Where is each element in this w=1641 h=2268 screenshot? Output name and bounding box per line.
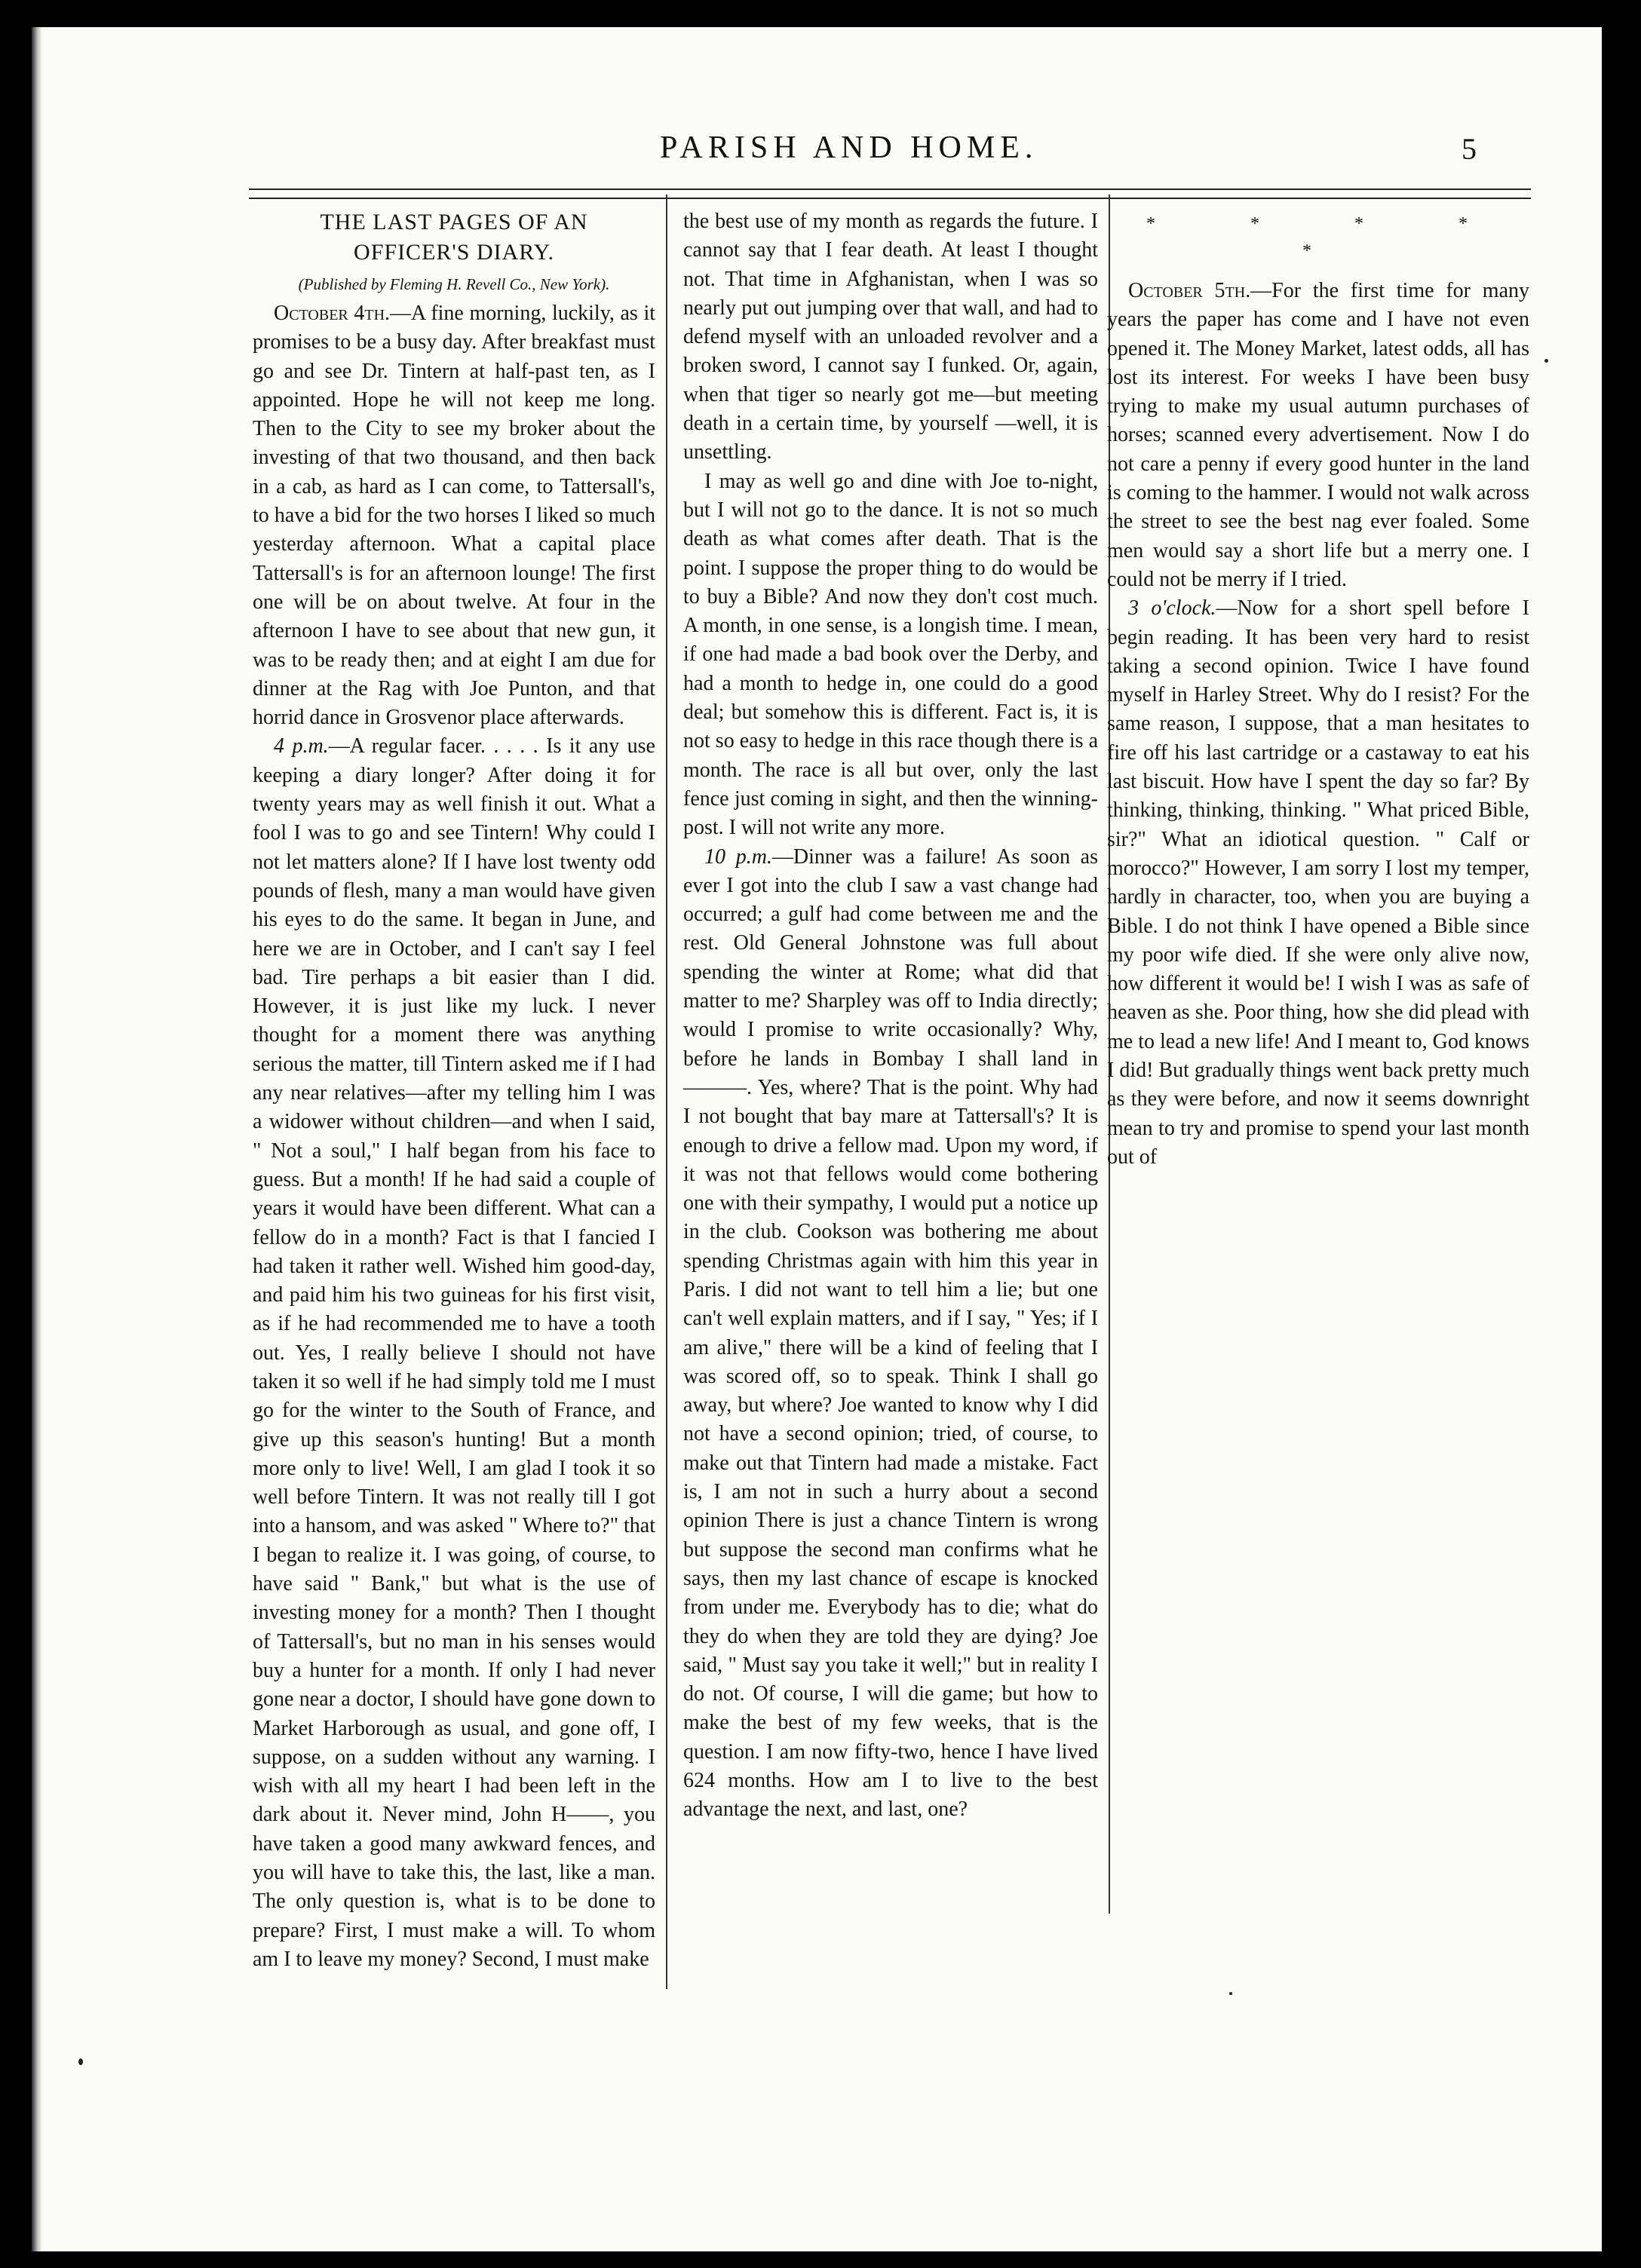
article-title-line2: OFFICER'S DIARY. (354, 240, 554, 265)
article-title-line1: THE LAST PAGES OF AN (320, 210, 588, 234)
article-title (253, 207, 655, 268)
diary-entry-oct4 (253, 299, 655, 732)
column-2 (683, 207, 1098, 1825)
entry-text: —A fine morning, luckily, as it promises to be a busy day. After breakfast must go and see Dr. Tintern at half-past ten, as I appointed. Hope he will not keep me long. Then to the City to see my broker about the investing of that two thousand, and then back in a cab, as hard as I can come, to Tattersall's, to have a bid for the two horses I liked so much yesterday afternoon. What a capital place Tattersall's is for an afternoon lounge! The first one will be on about twelve. At four in the afternoon I have to see about that new gun, it was to be ready then; and at eight I am due for dinner at the Rag with Joe Punton, and that horrid dance in Grosvenor place afterwards. (253, 302, 655, 730)
entry-date: October 4th. (274, 302, 391, 325)
continued-text: the best use of my month as regards the future. I cannot say that I fear death. At least I thought not. That time in Afghanistan, when I was so nearly put out jumping over that wall, and had to defend myself with an unloaded revolver and a broken sword, I cannot say I funked. Or, again, when that tiger so nearly got me—but meeting death in a certain time, by yourself —well, it is unsettling. (683, 210, 1098, 464)
column-3 (1107, 207, 1529, 1172)
diary-entry-4pm (253, 732, 655, 1974)
page-gutter-shadow (32, 27, 42, 2251)
entry-text: —Now for a short spell before I begin reading. It has been very hard to resist taking a second opinion. Twice I have found myself in Harley Street. Why do I resist? For the same reason, I suppose, that a man hesitates to fire off his last cartridge or a castaway to eat his last biscuit. How have I spent the day so far? By thinking, thinking, thinking. " What priced Bible, sir?" What an idiotical question. " Calf or morocco?" However, I am sorry I lost my temper, hardly in character, too, when you are buying a Bible. I do not think I have opened a Bible since my poor wife died. If she were only alive now, how different it would be! I wish I was as safe of heaven as she. Poor thing, how she did plead with me to lead a new life! And I meant to, God knows I did! But gradually things went back pretty much as they were before, and now it seems downright mean to try and promise to spend your last month out of (1107, 596, 1529, 1169)
ink-speck (78, 2058, 83, 2065)
entry-text: —Dinner was a failure! As soon as ever I got into the club I saw a vast change had occurred; a gulf had come between me and the rest. Old General Johnstone was full about spending the winter at Rome; what did that matter to me? Sharpley was off to India directly; would I promise to write occasionally? Why, before he lands in Bombay I shall land in ———. Yes, where? That is the point. Why had I not bought that bay mare at Tattersall's? It is enough to drive a fellow mad. Upon my word, if it was not that fellows would come bothering one with their sympathy, I would put a notice up in the club. Cookson was bothering me about spending Christmas again with him this year in Paris. I did not want to tell him a lie; but one can't well explain matters, and if I say, " Yes; if I am alive," there will be a kind of feeling that I was scored off, so to speak. Think I shall go away, but where? Joe wanted to know why I did not have a second opinion; tried, of course, to make out that Tintern had made a mistake. Fact is, I am not in such a hurry about a second opinion There is just a chance Tintern is wrong but suppose the second man confirms what he says, then my last chance of escape is knocked from under me. Everybody has to die; what do they do when they are told they are dying? Joe said, " Must say you take it well;" but in reality I do not. Of course, I will die game; but how to make the best of my few weeks, that is the question. I am now fifty-two, hence I have lived 624 months. How am I to live to the best advantage the next, and last, one? (683, 844, 1098, 1822)
entry-time: 4 p.m. (274, 734, 329, 759)
entry-date: October 5th. (1128, 279, 1251, 302)
entry-text: —A regular facer. . . . . Is it any use keeping a diary longer? After doing it for twenty years may as well finish it out. What a fool I was to go and see Tintern! Why could I not let matters alone? If I have lost twenty odd pounds of flesh, many a man would have given his eyes to do the same. It began in June, and here we are in October, and I can't say I feel bad. Tire perhaps a bit easier than I did. However, it is just like my luck. I never thought for a moment there was anything serious the matter, till Tintern asked me if I had any near relatives—after my telling him I was a widower without children—and when I said, " Not a soul," I half began from his face to guess. But a month! If he had said a couple of years it would have been different. What can a fellow do in a month? Fact is that I fancied I had taken it rather well. Wished him good-day, and paid him his two guineas for his first visit, as if he had recommended me to have a tooth out. Yes, I really believe I should not have taken it so well if he had simply told me I must go for the winter to the South of France, and give up this season's hunting! But a month more only to live! Well, I am glad I took it so well before Tintern. It was not really till I got into a hansom, and was asked " Where to?" that I began to realize it. I was going, of course, to have said " Bank," but what is the use of investing money for a month? Then I thought of Tattersall's, but no man in his senses would buy a hunter for a month. If only I had never gone near a doctor, I should have gone down to Market Harborough as usual, and gone off, I suppose, on a sudden without any warning. I wish with all my heart I had been left in the dark about it. Never mind, John H——, you have taken a good many awkward fences, and you will have to take this, the last, like a man. The only question is, what is to be done to prepare? First, I must make a will. To whom am I to leave my money? Second, I must make (253, 734, 655, 1971)
publisher-note: (Published by Fleming H. Revell Co., New York). (298, 275, 610, 293)
page-number: 5 (1462, 132, 1477, 166)
ink-speck (1229, 1992, 1232, 1995)
section-break-stars: * * * * * (1146, 214, 1513, 261)
running-head: PARISH AND HOME. (660, 130, 1038, 165)
header-double-rule (249, 188, 1531, 199)
diary-entry-3oclock (1107, 594, 1529, 1172)
column-1 (253, 207, 655, 1974)
entry-time: 3 o'clock. (1128, 596, 1216, 621)
entry-text: —For the first time for many years the paper has come and I have not even opened it. The Money Market, latest odds, all has lost its interest. For weeks I have been busy trying to make my usual autumn purchases of horses; scanned every advertisement. Now I do not care a penny if every good hunter in the land is coming to the hammer. I would not walk across the street to see the best nag ever foaled. Some men would say a short life but a merry one. I could not be merry if I tried. (1107, 279, 1530, 591)
diary-entry-oct5 (1107, 277, 1529, 594)
diary-entry-10pm (683, 843, 1098, 1825)
diary-paragraph: I may as well go and dine with Joe to-night, but I will not go to the dance. It is not so much death as what comes after death. That is the point. I suppose the proper thing to do would be to buy a Bible? And now they don't cost much. A month, in one sense, is a longish time. I mean, if one had made a bad book over the Derby, and had a month to hedge in, one could do a good deal; but somehow this is different. Fact is, it is not so easy to hedge in this race though there is a month. The race is all but over, only the last fence just coming in sight, and then the winning-post. I will not write any more. (683, 469, 1098, 840)
column-rule-1 (666, 195, 667, 1989)
entry-time: 10 p.m. (704, 844, 772, 869)
ink-speck (1544, 359, 1548, 363)
